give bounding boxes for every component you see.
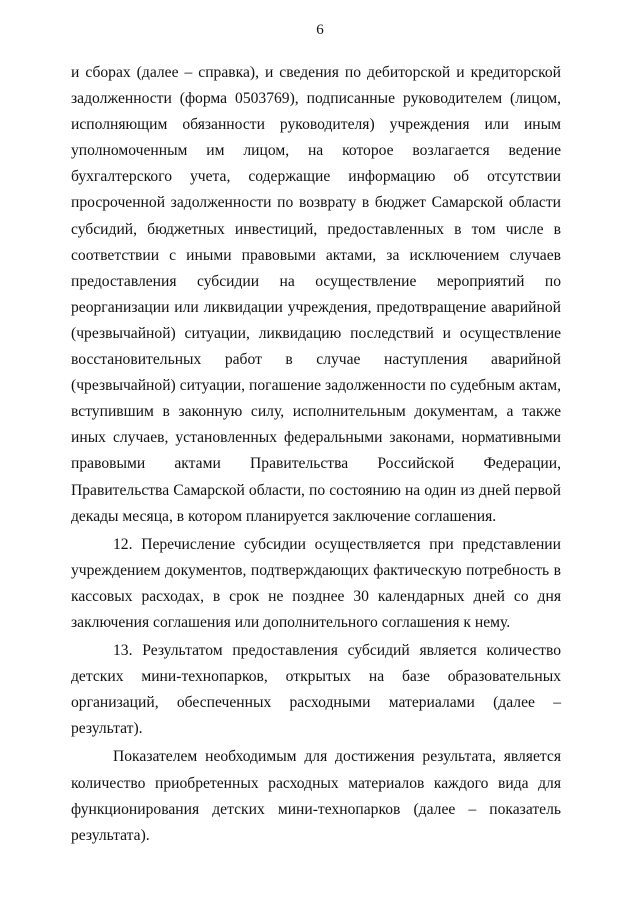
paragraph-item-13: 13. Результатом предоставления субсидий является количество детских мини-технопарков, открытых на базе образовательных организаций, обеспеченных расходными материалами (далее – результат). bbox=[71, 642, 561, 738]
page-number: 6 bbox=[316, 22, 324, 38]
paragraph-indicator: Показателем необходимым для достижения результата, является количество приобретенных расходных материалов каждого вида для функционирования детских мини-технопарков (далее – показатель результата). bbox=[71, 748, 561, 844]
document-body bbox=[71, 60, 561, 849]
paragraph-continuation: и сборах (далее – справка), и сведения по дебиторской и кредиторской задолженности (форма 0503769), подписанные руководителем (лицом, исполняющим обязанности руководителя) учреждения или иным уполномоченным им лицом, на которое возлагается ведение бухгалтерского учета, содержащие информацию об отсутствии просроченной задолженности по возврату в бюджет Самарской области субсидий, бюджетных инвестиций, предоставленных в том числе в соответствии с иными правовыми актами, за исключением случаев предоставления субсидии на осуществление мероприятий по реорганизации или ликвидации учреждения, предотвращение аварийной (чрезвычайной) ситуации, ликвидацию последствий и осуществление восстановительных работ в случае наступления аварийной (чрезвычайной) ситуации, погашение задолженности по судебным актам, вступившим в законную силу, исполнительным документам, а также иных случаев, установленных федеральными законами, нормативными правовыми актами Правительства Российской Федерации, Правительства Самарской области, по состоянию на один из дней первой декады месяца, в котором планируется заключение соглашения. bbox=[71, 64, 561, 525]
paragraph-item-12: 12. Перечисление субсидии осуществляется при представлении учреждением документов, подтверждающих фактическую потребность в кассовых расходах, в срок не позднее 30 календарных дней со дня заключения соглашения или дополнительного соглашения к нему. bbox=[71, 535, 561, 631]
